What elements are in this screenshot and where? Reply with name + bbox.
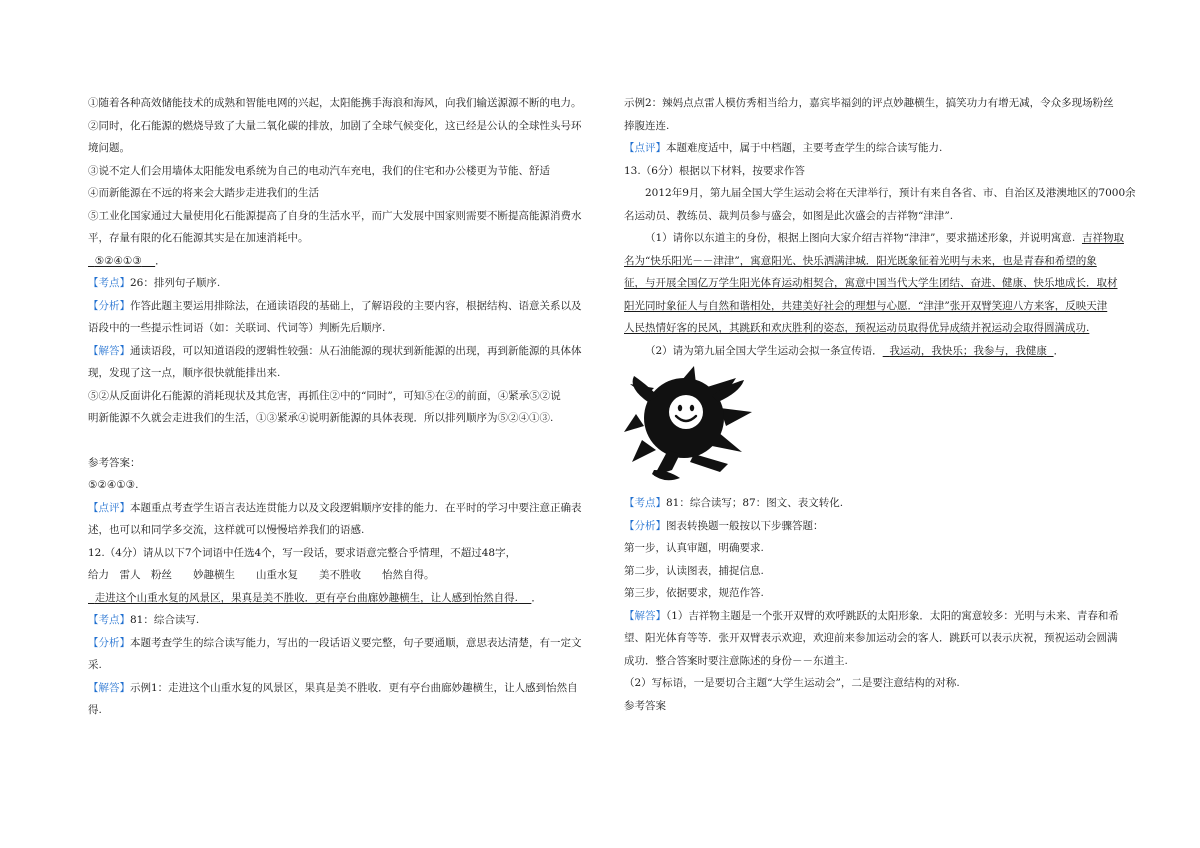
question-13: 13.（6分）根据以下材料，按要求作答 [624,164,805,177]
word-list: 给力 雷人 粉丝 妙趣横生 山重水复 美不胜收 怡然自得。 [88,569,435,581]
kaodian-13: 【考点】81：综合读写；87：图文、表文转化. [624,497,844,509]
jieda-tag: 【解答】 [624,609,666,622]
part-1-answer-e: 人民热情好客的民风，其跳跃和欢庆胜利的姿态，预祝运动员取得优异成绩并祝运动会取得圆满成功. [624,322,1090,334]
reference-label-2: 参考答案 [624,699,666,712]
answer-12-line: 走进这个山重水复的风景区，果真是美不胜收．更有亭台曲廊妙趣横生，让人感到怡然自得. ． [88,587,600,610]
jieda-12: 【解答】示例1：走进这个山重水复的风景区，果真是美不胜收．更有亭台曲廊妙趣横生，让人感到怡然自 [88,681,578,694]
jieda-13-b: 望、阳光体育等等．张开双臂表示欢迎，欢迎前来参加运动会的客人．跳跃可以表示庆祝，预祝运动会圆满 [624,632,1118,644]
part-1-answer-d: 阳光同时象征人与自然和谐相处，共建美好社会的理想与心愿．“津津”张开双臂笑迎八方来客，反映天津 [624,299,1108,312]
dianping-12: 【点评】本题难度适中，属于中档题，主要考查学生的综合读写能力. [624,142,943,154]
jieda-11-b: 现，发现了这一点，顺序很快就能排出来. [88,367,281,379]
dianping-11: 【点评】本题重点考查学生语言表达连贯能力以及文段逻辑顺序安排的能力．在平时的学习中要注意正确表 [88,501,582,514]
example-2-cont: 捧腹连连. [624,119,670,132]
fenxi-tag: 【分析】 [88,299,130,312]
mascot-jinjin-icon [624,366,1156,484]
part-2-question: （2）请为第九届全国大学生运动会拟一条宣传语． 我运动，我快乐；我参与，我健康 ． [645,344,1065,357]
dianping-11-cont: 述，也可以和同学多交流，这样就可以慢慢培养我们的语感. [88,524,365,536]
part-1-answer-c: 征，与开展全国亿万学生阳光体育运动相契合，寓意中国当代大学生团结、奋进、健康、快乐地成长．取材 [624,277,1118,289]
step-2: 第二步，认读图表，捕捉信息. [624,564,764,577]
jieda-11-c: ⑤②从反面讲化石能源的消耗现状及其危害，再抓住②中的“同时”，可知⑤在②的前面，④紧承⑤②说 [88,389,561,402]
jieda-13-c: 成功．整合答案时要注意陈述的身份－－东道主. [624,654,848,667]
fenxi-11: 【分析】作答此题主要运用排除法，在通读语段的基础上，了解语段的主要内容，根据结构、语意关系以及 [88,299,582,312]
fenxi-tag: 【分析】 [624,519,666,532]
sentence-1: ①随着各种高效储能技术的成熟和智能电网的兴起，太阳能携手海浪和海风，向我们输送源源不断的电力。 [88,97,582,109]
fenxi-12-cont: 采. [88,659,102,671]
sentence-5: ⑤工业化国家通过大量使用化石能源提高了自身的生活水平，而广大发展中国家则需要不断提高能源消费水 [88,209,582,222]
fenxi-11-cont: 语段中的一些提示性词语（如：关联词、代词等）判断先后顺序. [88,322,386,334]
sentence-3: ③说不定人们会用墙体太阳能发电系统为自己的电动汽车充电，我们的住宅和办公楼更为节能、舒适 [88,164,550,177]
sentence-4: ④而新能源在不远的将来会大踏步走进我们的生活 [88,187,319,199]
part-1-answer-b: 名为“快乐阳光－－津津”，寓意阳光、快乐洒满津城．阳光既象征着光明与未来，也是青春和希望的象 [624,254,1097,267]
kaodian-11: 【考点】26：排列句子顺序. [88,277,221,289]
right-column [624,92,1156,717]
jieda-13: 【解答】（1）吉祥物主题是一个张开双臂的欢呼跳跃的太阳形象．太阳的寓意较多：光明与未来、青春和希 [624,609,1119,622]
part-2-answer: 我运动，我快乐；我参与，我健康 [889,344,1047,357]
question-12: 12.（4分）请从以下7个词语中任选4个，写一段话，要求语意完整合乎情理，不超过48字， [88,546,517,559]
step-3: 第三步，依据要求，规范作答. [624,587,764,599]
example-2: 示例2：辣妈点点雷人模仿秀相当给力，嘉宾毕福剑的评点妙趣横生，搞笑功力有增无减，令众多现场粉丝 [624,97,1114,109]
dianping-tag: 【点评】 [88,501,130,514]
step-1: 第一步，认真审题，明确要求. [624,542,764,554]
jieda-11: 【解答】通读语段，可以知道语段的逻辑性较强：从石油能源的现状到新能源的出现，再到新能源的具体体 [88,344,582,357]
reference-answer: ⑤②④①③. [88,479,139,491]
jieda-11-d: 明新能源不久就会走进我们的生活，①③紧承④说明新能源的具体表现．所以排列顺序为⑤②④①③. [88,412,554,424]
part-1-answer: 吉祥物取 [1081,232,1124,244]
answer-11-line: ⑤②④①③ ． [88,250,600,273]
jieda-12-cont: 得. [88,704,102,716]
jieda-tag: 【解答】 [88,681,130,694]
sentence-2: ②同时，化石能源的燃烧导致了大量二氧化碳的排放，加剧了全球气候变化，这已经是公认的全球性头号环 [88,119,582,132]
reference-label: 参考答案： [88,456,141,469]
fenxi-13: 【分析】图表转换题一般按以下步骤答题： [624,519,824,532]
material: 2012年9月，第九届全国大学生运动会将在天津举行，预计有来自各省、市、自治区及港澳地区的7000余 [645,187,1136,199]
sentence-2-cont: 境问题。 [88,142,130,154]
kaodian-12: 【考点】81：综合读写. [88,614,200,626]
answer-11: ⑤②④①③ [94,254,142,267]
kaodian-tag: 【考点】 [624,497,666,509]
left-column [88,92,600,722]
kaodian-tag: 【考点】 [88,277,130,289]
sentence-5-cont: 平，存量有限的化石能源其实是在加速消耗中。 [88,232,309,244]
fenxi-tag: 【分析】 [88,636,130,649]
part-1-question: （1）请你以东道主的身份，根据上图向大家介绍吉祥物“津津”，要求描述形象，并说明寓意. 吉祥物取 [645,232,1124,244]
jieda-13-d: （2）写标语，一是要切合主题“大学生运动会”，二是要注意结构的对称. [624,677,960,689]
dianping-tag: 【点评】 [624,142,666,154]
material-cont: 名运动员、教练员、裁判员参与盛会，如图是此次盛会的吉祥物“津津”. [624,209,954,222]
fenxi-12: 【分析】本题考查学生的综合读写能力，写出的一段话语义要完整，句子要通顺，意思表达清楚，有一定文 [88,636,582,649]
answer-12: 走进这个山重水复的风景区，果真是美不胜收．更有亭台曲廊妙趣横生，让人感到怡然自得. [94,591,519,604]
kaodian-tag: 【考点】 [88,614,130,626]
jieda-tag: 【解答】 [88,344,130,357]
